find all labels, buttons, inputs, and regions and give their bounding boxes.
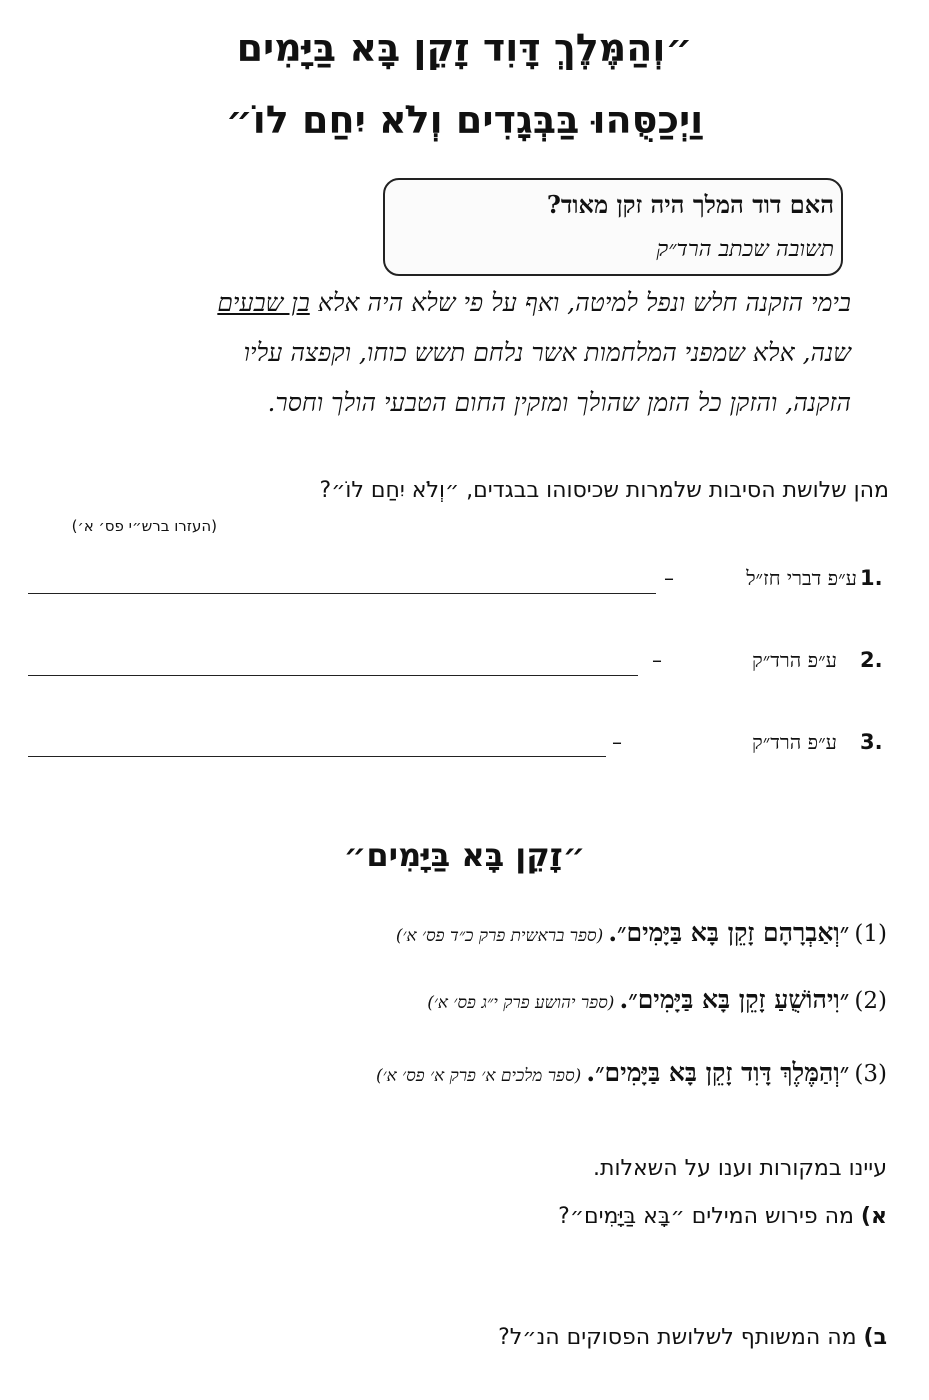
answer-1-number: 1.	[860, 566, 883, 590]
verse-3	[376, 1058, 887, 1088]
question-a-text: מה פירוש המילים ״בָּא בַּיָּמִים״?	[558, 1204, 854, 1229]
title-line-2: וַיְכַסֻּהוּ בַּבְּגָדִים וְלֹא יִחַם לוֹ״	[225, 98, 704, 142]
hint-text: (העזרו ברש״י פס׳ א׳)	[71, 517, 217, 535]
box-question: האם דוד המלך היה זקן מאוד?	[546, 190, 834, 219]
answer-3-dash: –	[612, 730, 622, 754]
answer-1-dash: –	[664, 566, 674, 590]
question-a-label: א)	[860, 1204, 887, 1229]
verse-2-number: (2)	[854, 988, 887, 1014]
answer-2-dash: –	[652, 648, 662, 672]
question-b	[498, 1325, 887, 1350]
answer-2-source: ע״פ הרד״ק	[752, 648, 837, 672]
paragraph-line-2: שנה, אלא שמפני המלחמות אשר נלחם תשש כוחו, וקפצה עליו	[243, 338, 851, 367]
answer-1-line[interactable]	[28, 593, 656, 594]
verse-2-ref: (ספר יהושע פרק י״ג פס׳ א׳)	[427, 993, 615, 1013]
question-b-label: ב)	[863, 1325, 887, 1350]
question-a	[558, 1204, 887, 1229]
verse-2	[427, 985, 887, 1015]
question-b-text: מה המשותף לשלושת הפסוקים הנ״ל?	[498, 1325, 857, 1350]
paragraph-line-3: הזקנה, והזקן כל הזמן שהולך ומזקין החום הטבעי הולך וחסר.	[267, 388, 851, 417]
verse-3-text: ״וְהַמֶּלֶךְ דָּוִד זָקֵן בָּא בַּיָּמִים״.	[586, 1058, 850, 1087]
answer-1-source: ע״פ דברי חז״ל	[746, 566, 857, 590]
verse-1-text: ״וְאַבְרָהָם זָקֵן בָּא בַּיָּמִים״.	[608, 918, 850, 947]
instruction-text: עיינו במקורות וענו על השאלות.	[593, 1156, 887, 1181]
verse-1-number: (1)	[854, 921, 887, 947]
verse-3-number: (3)	[854, 1061, 887, 1087]
paragraph-underlined: בן שבעים	[217, 288, 310, 317]
paragraph-line-1-text: בימי הזקנה חלש ונפל למיטה, ואף על פי שלא היה אלא	[309, 288, 851, 317]
main-question: מהן שלושת הסיבות שלמרות שכיסוהו בבגדים, ״וְלֹא יִחַם לוֹ״?	[319, 478, 889, 503]
answer-2-line[interactable]	[28, 675, 638, 676]
title-line-1: ״וְהַמֶּלֶךְ דָּוִד זָקֵן בָּא בַּיָּמִים	[236, 26, 693, 70]
paragraph-line-1	[217, 288, 851, 318]
answer-3-line[interactable]	[28, 756, 606, 757]
verse-3-ref: (ספר מלכים א׳ פרק א׳ פס׳ א׳)	[376, 1066, 582, 1086]
verse-1	[396, 918, 887, 948]
answer-2-number: 2.	[860, 648, 883, 672]
answer-3-number: 3.	[860, 730, 883, 754]
verse-2-text: ״וִיהוֹשֻׁעַ זָקֵן בָּא בַּיָּמִים״.	[619, 985, 850, 1014]
section-subtitle: ״זָקֵן בָּא בַּיָּמִים״	[343, 836, 586, 874]
answer-3-source: ע״פ הרד״ק	[752, 730, 837, 754]
box-answer: תשובה שכתב הרד״ק	[656, 237, 834, 262]
verse-1-ref: (ספר בראשית פרק כ״ד פס׳ א׳)	[395, 926, 604, 946]
